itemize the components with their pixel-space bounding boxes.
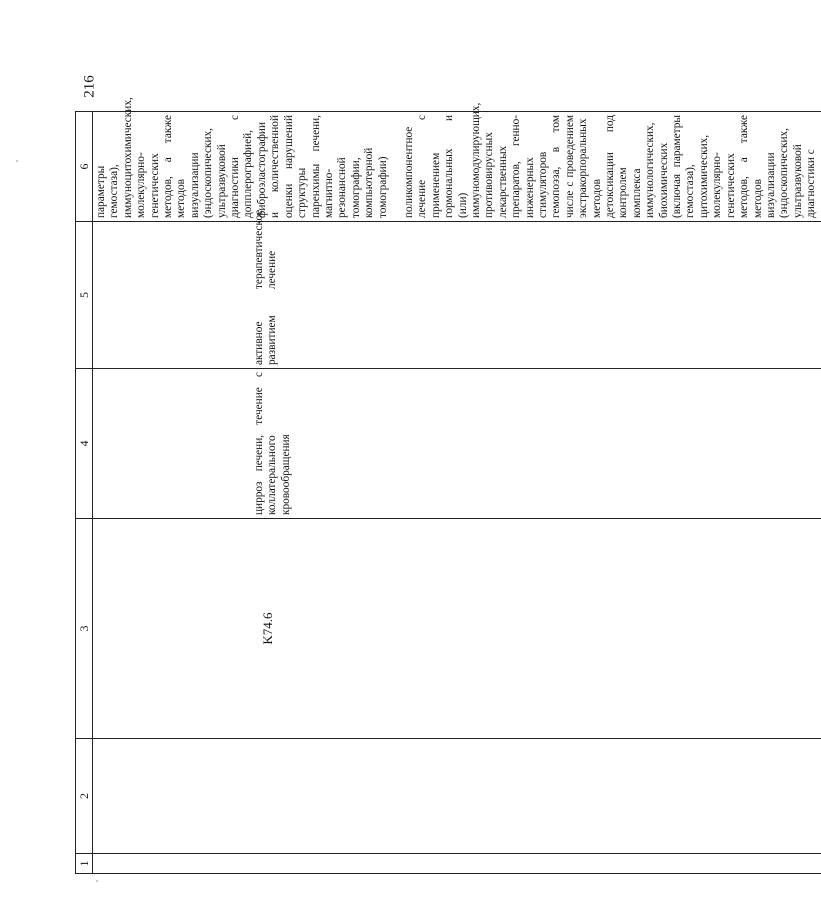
- table-row: [93, 112, 821, 874]
- header-col-2: 2: [76, 739, 93, 854]
- header-col-6: 6: [76, 112, 93, 222]
- table-header-row: [76, 112, 93, 874]
- treatment-method: поликомпонентное лечение с применением гормональных и (или) иммуномодулирующих, противовирусных лекарственных препаратов, генно-инженерных стимуляторов гемопоэза, в том числе с проведением экстракорпоральных методов детоксикации под контролем комплекса иммунологических, биохимических (включая параметры гемостаза), цитохимических, молекулярно-генетических методов, а также методов визуализации (эндоскопических, ультразвуковой диагностики с: [402, 102, 818, 218]
- procedures-table: [75, 97, 821, 874]
- header-col-4: 4: [76, 369, 93, 519]
- disease-description: цирроз печени, течение с коллатерального кровообращения: [253, 372, 292, 515]
- page-number: 216: [81, 75, 98, 98]
- header-col-5: 5: [76, 222, 93, 369]
- treatment-type: терапевтическое лечение: [253, 209, 279, 289]
- patient-model: активное развитием: [253, 315, 279, 365]
- cell-col-2: [93, 739, 821, 854]
- cell-code: [93, 519, 821, 739]
- cell-method: [93, 97, 821, 222]
- rotated-table-container: [75, 97, 818, 874]
- cell-disease: [93, 369, 821, 519]
- header-col-3: 3: [76, 519, 93, 739]
- cell-model-and-treatment: [93, 209, 821, 369]
- scan-speck: [16, 160, 18, 162]
- cell-col-1: [93, 854, 821, 874]
- scan-speck: [96, 880, 98, 882]
- previous-row-method: параметры гемостаза), иммуноцитохимических, молекулярно-генетических методов, а также методов визуализации (эндоскопических, ультразвуковой диагностики с допплерографией, фиброэластографии и количественной оценки нарушений структуры паренхимы печени, магнитно-резонансной томографии, компьютерной томографии): [95, 97, 389, 218]
- disease-code: K74.6: [260, 612, 275, 645]
- header-col-1: 1: [76, 854, 93, 874]
